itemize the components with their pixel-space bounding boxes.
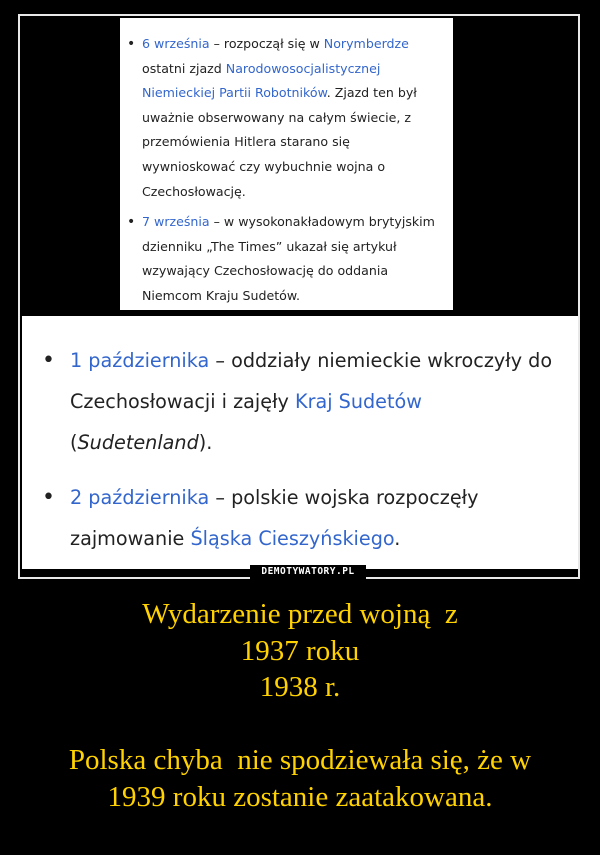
item-text: – oddziały niemieckie wkroczyły do Czechosłowacji i zajęły: [70, 349, 553, 413]
poster-caption: [0, 596, 600, 815]
item-text: .: [394, 527, 401, 550]
sudetes-link[interactable]: Kraj Sudetów: [294, 390, 422, 413]
date-link[interactable]: 6 września: [142, 36, 210, 51]
date-link[interactable]: 7 września: [142, 214, 210, 230]
caption-line: Wydarzenie przed wojną z: [142, 598, 458, 630]
nsdap-link[interactable]: Narodowosocjalistycznej Niemieckiej Partii Robotników: [142, 60, 381, 101]
list-item: [70, 340, 564, 463]
caption-line: Polska chyba nie spodziewała się, że w: [68, 744, 532, 776]
event-list: [120, 18, 453, 309]
cieszyn-silesia-link[interactable]: Śląska Cieszyńskiego: [190, 527, 395, 550]
item-text: ostatni zjazd: [142, 60, 226, 76]
list-item: [142, 210, 443, 308]
item-text: – rozpoczął się w: [209, 36, 324, 51]
list-item: [142, 32, 443, 204]
caption-line: 1938 r.: [259, 671, 341, 703]
wikipedia-snippet-bottom: [22, 316, 578, 569]
caption-line: 1937 roku: [240, 634, 360, 667]
list-item: [70, 477, 564, 559]
date-link[interactable]: 2 października: [70, 486, 210, 509]
item-text: (: [70, 431, 78, 454]
wikipedia-snippet-top: [120, 18, 453, 310]
caption-line: [0, 706, 600, 743]
event-list: [22, 316, 578, 559]
caption-line: 1939 roku zostanie zaatakowana.: [107, 780, 493, 813]
site-watermark: DEMOTYWATORY.PL: [250, 565, 366, 579]
nuremberg-link[interactable]: Norymberdze: [323, 36, 409, 51]
item-text: ).: [198, 431, 213, 454]
item-text: . Zjazd ten był uważnie obserwowany na całym świecie, z przemówienia Hitlera starano się wywnioskować czy wybuchnie wojna o Czechosłowację.: [142, 85, 417, 199]
poster-image: [22, 18, 578, 574]
italic-term: Sudetenland: [77, 431, 199, 454]
item-text: – polskie wojska rozpoczęły zajmowanie: [70, 486, 479, 550]
item-text: – w wysokonakładowym brytyjskim dzienniku „The Times” ukazał się artykuł wzywający Czechosłowację do oddania Niemcom Kraju Sudetów.: [142, 214, 435, 303]
date-link[interactable]: 1 października: [70, 349, 210, 372]
